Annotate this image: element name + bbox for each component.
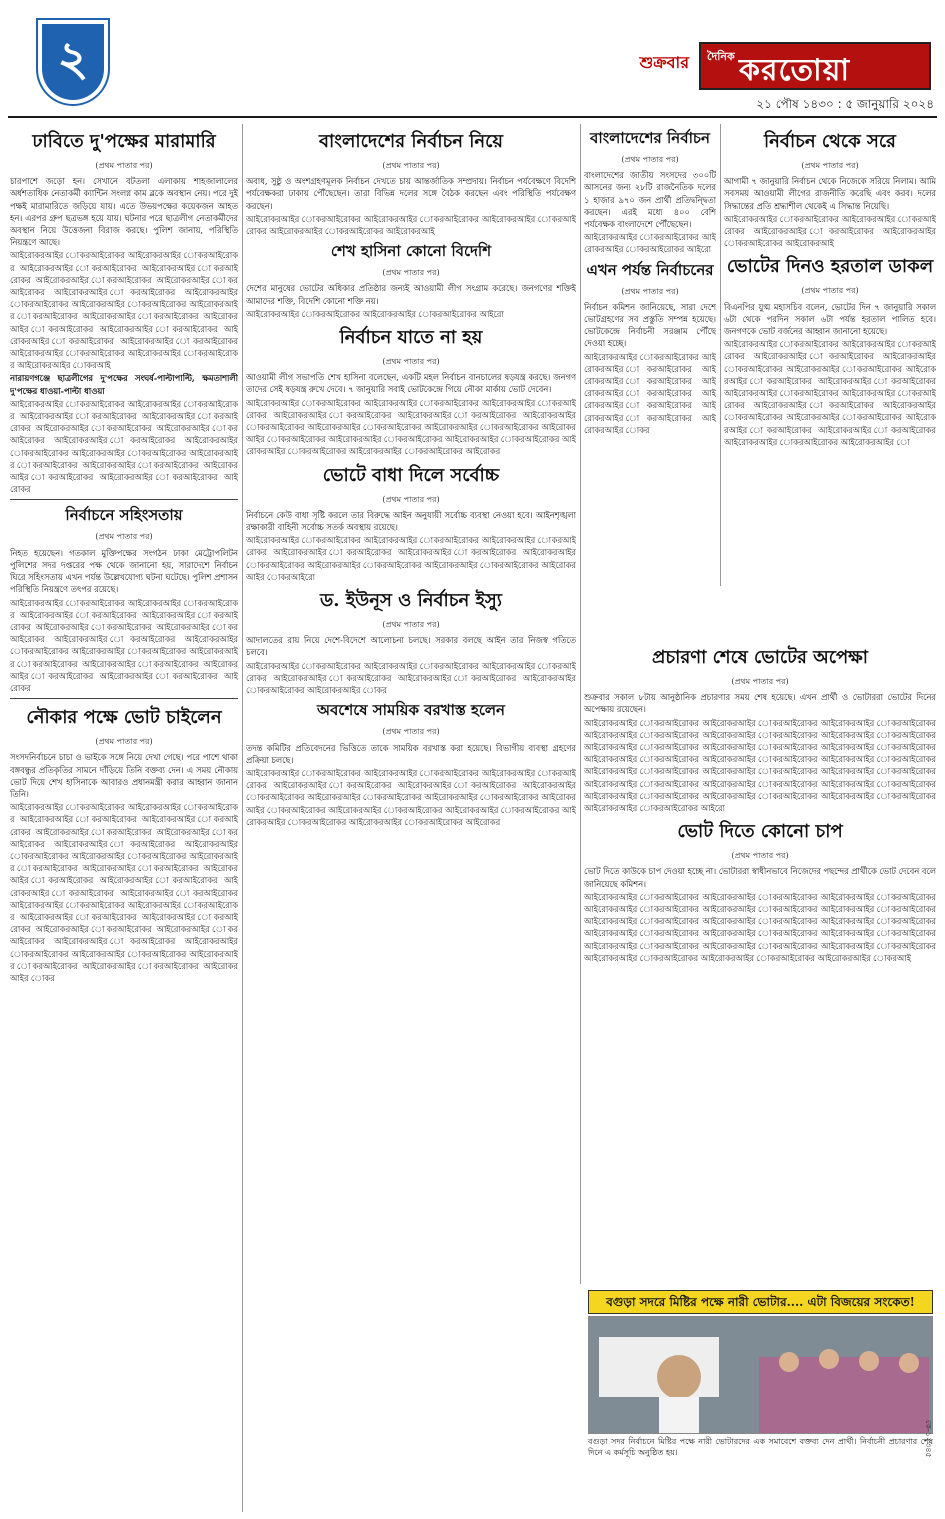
- article-body-cont: আইরোকরআইর োকরআইরোকর আইরোকরআইর োকরআইরোকর আইরোকরআইর োকরআইরোকর আইরোকরআইর োকরআইরোকর আইরোকরআইর োকরআইরোকর আইরোকরআইর োকরআইরোকর আইরোকরআইর োকরআইরোকর আইরোকরআইর োকরআইরোকর আইরোকরআইর োকরআইরোকর আইরোকরআইর োকরআইরোকর আইরোকরআইর োকরআইরোকর আইরোকরআইর োকরআইরোকর আইরোকরআইর োকরআইরোকর আইরোকরআইর োকরআইরোকর আইরোকরআইর োকরআইরোকর আইরোকরআইর ো: [724, 339, 936, 447]
- column-4-lower: [584, 640, 936, 1280]
- article-body-cont: আইরোকরআইর োকরআইরোকর আইরোকরআইর োকরআইরোকর আইরোকরআইর োকরআইরোকর আইরোকরআইর োকরআইরোকর আইরোকরআইর োকরআইরোকর আইরোকরআইর োকরআইরোকর আইরোকরআইর োকরআইরোকর আইরোকরআইর োকরআইরোকর আইরোকরআইর োকরআইরোকর আইরোকরআইর োকরআইরোকর আইরোকরআইর োকরআইরোকর আইরোকরআইর োকরআইরোকর আইরোকরআইর োকরআইরোকর আইরোকর: [10, 597, 238, 693]
- continuation-note: (প্রথম পাতার পর): [621, 155, 679, 164]
- continuation-note: (প্রথম পাতার পর): [382, 357, 440, 367]
- continuation-note: (প্রথম পাতার পর): [95, 737, 153, 747]
- article-body-cont: আইরোকরআইর োকরআইরোকর আইরোকরআইর োকরআইরোকর আইরোকরআইর োকরআইরোকর আইরোকরআইর োকরআইরোকর আইরোকরআইর োকরআইরোকর আইরোকরআইর োকরআইরোকর আইরোকরআইর োকরআইরোকর আইরোকরআইর োকরআইরোকর আইরোকরআইর োকরআইরোকর আইরোকরআইর োকরআইরোকর আইরোকরআইর োকরআইরোকর আইরোকরআইর োকরআইরোকর আইরোকরআইর োকরআইরোকর আইরোকরআইর োকরআইরোকর আইরোকরআইর োকরআইরোকর আইরোকরআইর োকরআইরোকর আইরোকরআইর োকরআইরোকর আইরোকরআইর োকরআই: [584, 891, 936, 963]
- headline-so-far: এখন পর্যন্ত নির্বাচনের: [586, 260, 714, 279]
- continuation-note: (প্রথম পাতার পর): [801, 161, 859, 170]
- headline-no-election: নির্বাচন যাতে না হয়: [339, 327, 483, 349]
- newspaper-logo: [699, 42, 931, 90]
- page-number-badge: ২: [38, 20, 108, 104]
- photo-illustration: [589, 1317, 933, 1434]
- article-body-cont: আইরোকরআইর োকরআইরোকর আইরোকরআইর োকরআইরোকর আইরোকরআইর োকরআইরোকর আইরোকরআইর োকরআইরোকর আইরোকরআইর োকরআইরোকর আইরোকরআইর োকরআইরোকর আইরোকরআইর োকরআইরোকর আইরোকরআইর োকরআইরোকর আইরোকরআইর োকরআইরোকর আইরোকরআইর োকরআইরোকর আইরোকরআইর োকরআইরোকর আইরোকরআইর োকরআইরোকর আইরোকরআইর োকরআইরোকর আইরোকর: [246, 767, 576, 827]
- headline-election-bd: বাংলাদেশের নির্বাচন নিয়ে: [319, 131, 503, 152]
- headline-vote-obstruction: ভোটে বাধা দিলে সর্বোচ্চ: [322, 464, 500, 486]
- article-body-cont: আইরোকরআইর োকরআইরোকর আইরোকরআইর োকরআইরোকর আইরো: [584, 232, 716, 255]
- article-body-cont: আইরোকরআইর োকরআইরোকর আইরোকরআইর োকরআইরোকর আইরোকরআইর োকরআইরোকর আইরোকরআইর োকরআইরোকর আইরোকরআই: [246, 213, 576, 237]
- article-body-cont: আইরোকরআইর োকরআইরোকর আইরোকরআইর োকরআইরোকর আইরোকরআইর োকরআইরোকর আইরোকরআইর োকরআইরোকর আইরোকরআইর োকরআইরোকর আইরোকরআইর োকরআইরোকর আইরোকরআইর োকরআইরোকর আইরোকরআইর োকরআইরোকর আইরোকরআইর োকরআইরোকর আইরোকরআইর োকরআইরোকর আইরোকরআইর োকরআইরোকর আইরোকরআইর োকরআইরোকর আইরোকরআইর োকরআইরোকর আইরোকরআইর োকরআইরোকর আইরোকরআইর োকরআইরোকর আইরোকরআইর োকরআইরোকর আইরোকরআইর োকরআইরোকর আইরোকরআইর োকরআই: [10, 250, 238, 371]
- article-body: আদালতের রায় নিয়ে দেশে-বিদেশে আলোচনা চলছে। সরকার বলছে আইন তার নিজস্ব গতিতে চলবে।: [246, 635, 576, 658]
- article-body-cont: আইরোকরআইর োকরআইরোকর আইরোকরআইর োকরআইরোকর আইরোকরআইর োকরআইরোকর আইরোকরআইর োকরআইরোকর আইরোকরআইর োকরআইরোকর আইরোকরআইর োকরআইরোকর আইরোকরআইর োকরআইরোকর আইরোকরআইর োকরআইরোকর আইরোকরআইর োকরআইরোকর আইরোকরআইর োকরআইরোকর আইরোকরআইর োকরআইরোকর আইরোকরআইর োকরআইরোকর আইরোকরআইর োকরআইরোকর আইরোকর: [246, 397, 576, 457]
- continuation-note: (প্রথম পাতার পর): [382, 494, 440, 504]
- article-body: নির্বাচনে কেউ বাধা সৃষ্টি করলে তার বিরুদ্ধে আইন অনুযায়ী সর্বোচ্চ ব্যবস্থা নেওয়া হবে। আইনশৃঙ্খলা রক্ষাকারী বাহিনী সর্বোচ্চ সতর্ক অবস্থায় রয়েছে।: [246, 509, 576, 533]
- column-divider: [720, 124, 721, 586]
- divider: [10, 499, 238, 500]
- article-body-cont: আইরোকরআইর োকরআইরোকর আইরোকরআইর োকরআইরোকর আইরোকরআইর োকরআইরোকর আইরোকরআইর োকরআইরোকর আইরোকরআই: [724, 213, 936, 249]
- header-rule: [8, 116, 937, 118]
- article-body: আওয়ামী লীগ সভাপতি শেখ হাসিনা বলেছেন, একটি মহল নির্বাচন বানচালের ষড়যন্ত্র করছে। জনগণ তাদের সেই ষড়যন্ত্র রুখে দেবে। ৭ জানুয়ারি সবাই ভোটকেন্দ্রে গিয়ে নৌকা মার্কায় ভোট দেবেন।: [246, 372, 576, 395]
- headline-withdraw: নির্বাচন থেকে সরে: [764, 131, 896, 152]
- article-body-cont: আইরোকরআইর োকরআইরোকর আইরোকরআইর োকরআইরোকর আইরোকরআইর োকরআইরোকর আইরোকরআইর োকরআইরোকর আইরোকরআইর োকরআইরোকর আইরোকরআইর োকরআইরোকর আইরোকরআইর োকরআইরোকর আইরোকরআইর োকরআইরোকর আইরোকরআইর োকরআইরো: [246, 535, 576, 582]
- article-body-cont: আইরোকরআইর োকরআইরোকর আইরোকরআইর োকরআইরোকর আইরো: [246, 308, 504, 319]
- article-body: বাংলাদেশের জাতীয় সংসদের ৩০০টি আসনের জন্য ২৮টি রাজনৈতিক দলের ১ হাজার ৯৭০ জন প্রার্থী প্রতিদ্বন্দ্বিতা করছেন। এরই মধ্যে ৪০০ বেশি পর্যবেক্ষক বাংলাদেশে পৌঁছেছেন।: [584, 170, 716, 230]
- subheading: নারায়ণগঞ্জে ছাত্রলীগের দু'পক্ষের সংঘর্ষ-পাল্টাপাল্টি, ক্ষমতাশালী দু'পক্ষের ধাওয়া-পাল্টা ধাওয়া: [10, 373, 238, 396]
- continuation-note: (প্রথম পাতার পর): [382, 620, 440, 630]
- logo-name: করতোয়া: [739, 53, 851, 88]
- article-body-cont: আইরোকরআইর োকরআইরোকর আইরোকরআইর োকরআইরোকর আইরোকরআইর োকরআইরোকর আইরোকরআইর োকরআইরোকর আইরোকরআইর োকরআইরোকর আইরোকরআইর োকরআইরোকর আইরোকরআইর োকরআইরোকর আইরোকরআইর োকরআইরোকর আইরোকরআইর োকরআইরোকর আইরোকরআইর োকরআইরোকর আইরোকরআইর োকরআইরোকর আইরোকরআইর োকরআইরোকর আইরোকরআইর োকরআইরোকর আইরোকরআইর োকরআইরোকর আইরোকরআইর োকরআইরোকর আইরোকরআইর োকরআইরোকর আইরোকরআইর োকরআইরোকর আইরোকরআইর োকরআইরোকর আইরোকরআইর োকরআইরোকর আইরোকরআইর োকরআইরোকর আইরোকরআইর োকরআইরোকর আইরোকরআইর োকরআইরোকর আইরো: [584, 717, 936, 814]
- continuation-note: (প্রথম পাতার পর): [621, 286, 679, 296]
- article-body: আগামী ৭ জানুয়ারি নির্বাচন থেকে নিজেকে সরিয়ে নিলাম। আমি সবসময় আওয়ামী লীগের রাজনীতি করেছি এবং করব। দলের সিদ্ধান্তের প্রতি শ্রদ্ধাশীল থেকেই এ সিদ্ধান্ত নিয়েছি।: [724, 176, 936, 211]
- column-3: [584, 124, 716, 586]
- article-body-cont: আইরোকরআইর োকরআইরোকর আইরোকরআইর োকরআইরোকর আইরোকরআইর োকরআইরোকর আইরোকরআইর োকরআইরোকর আইরোকরআইর োকরআইরোকর আইরোকরআইর োকরআইরোকর আইরোকরআইর োকর: [584, 351, 716, 435]
- column-divider: [242, 124, 243, 1512]
- article-body: নির্বাচন কমিশন জানিয়েছে, সারা দেশে ভোটগ্রহণের সব প্রস্তুতি সম্পন্ন হয়েছে। ভোটকেন্দ্রে নির্বাচনী সরঞ্জাম পৌঁছে দেওয়া হচ্ছে।: [584, 301, 716, 349]
- ad-code: কে-১২৩৪৫: [924, 1420, 933, 1458]
- photo-headline: বগুড়া সদরে মিষ্টির পক্ষে নারী ভোটার.... এটা বিজয়ের সংকেত!: [588, 1290, 933, 1314]
- article-body-cont: আইরোকরআইর োকরআইরোকর আইরোকরআইর োকরআইরোকর আইরোকরআইর োকরআইরোকর আইরোকরআইর োকরআইরোকর আইরোকরআইর োকরআইরোকর আইরোকরআইর োকরআইরোকর আইরোকরআইর োকর: [246, 660, 576, 696]
- article-body: চারপাশে জড়ো হন। সেখানে বটতলা এলাকায় শাহজালালের অর্ধশতাধিক নেতাকর্মী ক্যান্টিন সংলগ্ন কাম ব্লকে অবস্থান নেয়। পরে দুই পক্ষই মারামারিতে জড়িয়ে যায়। এতে উভয়পক্ষের কয়েকজন আহত হন। এরপর গ্রুপ ছত্রভঙ্গ হয়ে যায়। ঘটনার পরে ছাত্রলীগ নেতাকর্মীদের অবস্থান নিয়ে উত্তেজনা বিরাজ করছে। পুলিশ জানায়, পরিস্থিতি নিয়ন্ত্রণে আছে।: [10, 176, 238, 248]
- continuation-note: (প্রথম পাতার পর): [95, 532, 153, 542]
- logo-prefix: দৈনিক: [707, 50, 735, 63]
- continuation-note: (প্রথম পাতার পর): [95, 161, 153, 170]
- campaign-photo: [588, 1316, 933, 1434]
- article-body: বিএনপির যুগ্ম মহাসচিব বলেন, ভোটের দিন ৭ জানুয়ারি সকাল ৬টা থেকে পরদিন সকাল ৬টা পর্যন্ত হরতাল পালিত হবে। জনগণকে ভোট বর্জনের আহ্বান জানানো হয়েছে।: [724, 301, 936, 337]
- article-body: সংসদনির্বাচনে চাচা ও ভাইকে সঙ্গে নিয়ে দেখা গেছে। পরে পাশে থাকা বঙ্গবন্ধুর প্রতিকৃতির সামনে দাঁড়িয়ে তিনি বক্তব্য দেন। এ সময় নৌকায় ভোট দিয়ে শেখ হাসিনাকে আবারও প্রধানমন্ত্রী করার আহ্বান জানান তিনি।: [10, 752, 238, 799]
- column-1: [10, 124, 238, 1512]
- column-divider: [580, 124, 581, 1284]
- article-body: ভোট দিতে কাউকে চাপ দেওয়া হচ্ছে না। ভোটাররা স্বাধীনভাবে নিজেদের পছন্দের প্রার্থীকে ভোট দেবেন বলে জানিয়েছে কমিশন।: [584, 866, 936, 889]
- headline-sheikh-hasina: শেখ হাসিনা কোনো বিদেশি: [330, 242, 492, 261]
- article-body: নিহত হয়েছেন। গতকাল মুক্তিপক্ষের সংগঠন ঢাকা মেট্রোপলিটন পুলিশের সদর দপ্তরের পক্ষ থেকে জানানো হয়, সারাদেশে নির্বাচন ঘিরে সহিংসতায় এখন পর্যন্ত উল্লেখযোগ্য ঘটনা ঘটেছে। পুলিশ প্রশাসন পরিস্থিতি নিয়ন্ত্রণে তৎপর রয়েছে।: [10, 547, 238, 595]
- headline-campaign-end: প্রচারণা শেষে ভোটের অপেক্ষা: [651, 647, 868, 668]
- headline-hartal: ভোটের দিনও হরতাল ডাকল: [726, 256, 934, 278]
- column-4: [724, 124, 936, 644]
- continuation-note: (প্রথম পাতার পর): [731, 677, 789, 686]
- article-body: তদন্ত কমিটির প্রতিবেদনের ভিত্তিতে তাকে সাময়িক বরখাস্ত করা হয়েছে। বিভাগীয় ব্যবস্থা গ্রহণের প্রক্রিয়া চলছে।: [246, 742, 576, 765]
- headline-yunus: ড. ইউনূস ও নির্বাচন ইস্যু: [320, 590, 502, 612]
- dateline: ২১ পৌষ ১৪৩০ : ৫ জানুয়ারি ২০২৪: [756, 97, 934, 111]
- divider: [10, 698, 238, 699]
- continuation-note: (প্রথম পাতার পর): [382, 268, 440, 278]
- article-body-cont: আইরোকরআইর োকরআইরোকর আইরোকরআইর োকরআইরোকর আইরোকরআইর োকরআইরোকর আইরোকরআইর োকরআইরোকর আইরোকরআইর োকরআইরোকর আইরোকরআইর োকরআইরোকর আইরোকরআইর োকরআইরোকর আইরোকরআইর োকরআইরোকর আইরোকরআইর োকরআইরোকর আইরোকরআইর োকরআইরোকর আইরোকরআইর োকরআইরোকর আইরোকরআইর োকরআইরোকর আইরোকরআইর োকরআইরোকর আইরোকর: [10, 398, 238, 495]
- photo-caption: বগুড়া সদর নির্বাচনে মিষ্টির পক্ষে নারী ভোটারদের এক সমাবেশে বক্তব্য দেন প্রার্থী। নির্বাচনী প্রচারণার শেষ দিনে এ কর্মসূচি অনুষ্ঠিত হয়।: [588, 1437, 933, 1457]
- masthead: [599, 42, 934, 92]
- continuation-note: (প্রথম পাতার পর): [382, 727, 440, 737]
- article-body: দেশের মানুষের ভোটের অধিকার প্রতিষ্ঠার জন্যই আওয়ামী লীগ সংগ্রাম করেছে। জনগণের শক্তিই আমাদের শক্তি, বিদেশি কোনো শক্তি নয়।: [246, 283, 576, 306]
- article-body: শুক্রবার সকাল ৮টায় আনুষ্ঠানিক প্রচারণার সময় শেষ হয়েছে। এখন প্রার্থী ও ভোটাররা ভোটের দিনের অপেক্ষায় রয়েছেন।: [584, 692, 936, 715]
- page-header: [8, 8, 938, 111]
- continuation-note: (প্রথম পাতার পর): [731, 851, 789, 861]
- continuation-note: (প্রথম পাতার পর): [801, 286, 859, 296]
- article-body: অবাধ, সুষ্ঠু ও অংশগ্রহণমূলক নির্বাচন দেখতে চায় আন্তর্জাতিক সম্প্রদায়। নির্বাচন পর্যবেক্ষণে বিদেশি পর্যবেক্ষকরা ঢাকায় পৌঁছেছেন। তারা বিভিন্ন দলের সঙ্গে বৈঠক করছেন এবং পরিস্থিতি পর্যবেক্ষণ করছেন।: [246, 176, 576, 211]
- headline-boat-vote: নৌকার পক্ষে ভোট চাইলেন: [26, 707, 222, 729]
- column-2: [246, 124, 576, 1512]
- headline-dhaka-clash: ঢাবিতে দু'পক্ষের মারামারি: [32, 131, 216, 152]
- headline-suspended: অবশেষে সাময়িক বরখাস্ত হলেন: [316, 701, 506, 720]
- headline-no-pressure: ভোট দিতে কোনো চাপ: [677, 821, 843, 843]
- headline-election-count: বাংলাদেশের নির্বাচন: [590, 129, 710, 147]
- continuation-note: (প্রথম পাতার পর): [382, 161, 440, 170]
- day-label: শুক্রবার: [639, 53, 689, 72]
- headline-violence: নির্বাচনে সহিংসতায়: [65, 506, 183, 525]
- article-body-cont: আইরোকরআইর োকরআইরোকর আইরোকরআইর োকরআইরোকর আইরোকরআইর োকরআইরোকর আইরোকরআইর োকরআইরোকর আইরোকরআইর োকরআইরোকর আইরোকরআইর োকরআইরোকর আইরোকরআইর োকরআইরোকর আইরোকরআইর োকরআইরোকর আইরোকরআইর োকরআইরোকর আইরোকরআইর োকরআইরোকর আইরোকরআইর োকরআইরোকর আইরোকরআইর োকরআইরোকর আইরোকরআইর োকরআইরোকর আইরোকরআইর োকরআইরোকর আইরোকরআইর োকরআইরোকর আইরোকরআইর োকরআইরোকর আইরোকরআইর োকরআইরোকর আইরোকরআইর োকরআইরোকর আইরোকরআইর োকরআইরোকর আইরোকরআইর োকরআইরোকর আইরোকরআইর োকরআইরোকর আইরোকরআইর োকরআইরোকর আইরোকরআইর োকরআইরোকর আইরোকরআইর োকরআইরোকর আইরোকরআইর োকরআইরোকর আইরোকরআইর োকরআইরোকর আইরোকরআইর োকর: [10, 802, 238, 983]
